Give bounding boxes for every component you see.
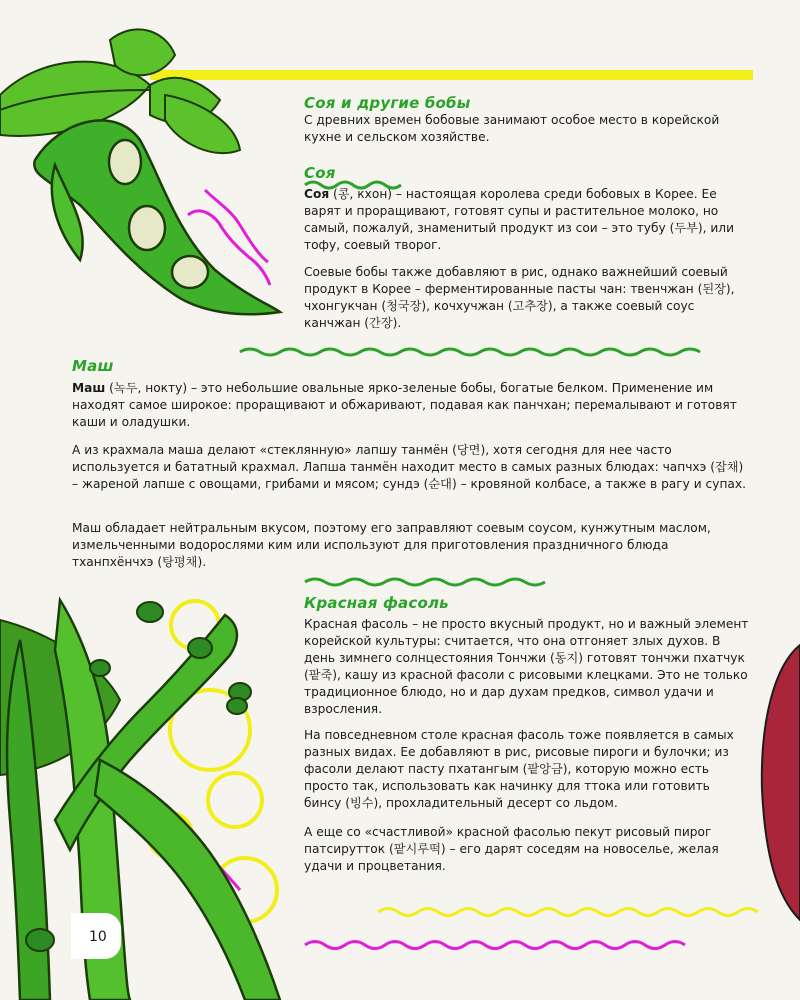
page-number: 10 [89, 929, 107, 945]
magenta-wavy-line [305, 942, 685, 949]
mung-paragraph-1 [72, 380, 752, 431]
top-yellow-bar [150, 70, 753, 80]
section-title-red-bean: Красная фасоль [304, 594, 449, 612]
mung-paragraph-2: А из крахмала маша делают «стеклянную» лапшу танмён (당면), хотя сегодня для нее часто используется и батaтный крахмал. Лапша танмён находит место в самых разных блюдах: чапчхэ (잡채) – жареной лапше с овощами, грибами и мясом; сундэ (순대) – кровяной колбасе, а также в рагу и супах. [72, 443, 746, 491]
soybean [172, 256, 208, 288]
page-number-tab [71, 913, 121, 959]
soybean [129, 206, 165, 250]
green-wavy-line [240, 349, 700, 355]
red-bean-paragraph-2: На повседневном столе красная фасоль тоже появляется в самых разных видах. Ее добавляют в рис, рисовые пироги и булочки; из фасоли делают пасту пхатангым (팥앙금), которую можно есть просто так, использовать как начинку для ттока или готовить бинсу (빙수), прохладительный десерт со льдом. [304, 728, 734, 810]
soybean [109, 140, 141, 184]
section-title-mung: Маш [72, 357, 114, 375]
mung-paragraph-3: Маш обладает нейтральным вкусом, поэтому его заправляют соевым соусом, кунжутным маслом, измельченными водорослями ким или используют для приготовления праздничного блюда тханпхёнчхэ (탕평채). [72, 521, 711, 569]
red-bean-edge [762, 645, 800, 920]
mung-term: Маш [72, 381, 106, 395]
red-bean-paragraph-3: А еще со «счастливой» красной фасолью пекут рисовый пирог патсирутток (팥시루떡) – его дарят соседям на новоселье, желая удачи и процветания. [304, 825, 719, 873]
section-title-soy: Соя [304, 164, 336, 182]
magenta-squiggle [205, 190, 268, 262]
soy-paragraph-2: Соевые бобы также добавляют в рис, однако важнейший соевый продукт в Корее – ферментированные пасты чан: твенчжан (된장), чхонгукчан (청국장), кочхучжан (고추장), а также соевый соус канчжан (간장). [304, 265, 735, 330]
soy-paragraph-1 [304, 186, 749, 254]
red-bean-paragraph-1: Красная фасоль – не просто вкусный продукт, но и важный элемент корейской культуры: считается, что она отгоняет злых духов. В день зимнего солнцестояния Тончжи (동지) готовят тончжи пхатчук (팥죽), кашу из красной фасоли с рисовыми клецками. Это не только традиционное блюдо, но и дар духам предков, символ удачи и взросления. [304, 617, 749, 716]
yellow-wavy-line [378, 909, 758, 916]
intro-text: С древних времен бобовые занимают особое место в корейской кухне и сельском хозяйстве. [304, 113, 720, 144]
mung-paragraph-1-text: (녹두, нокту) – это небольшие овальные ярко-зеленые бобы, богатые белком. Применение им находят самое широкое: проращивают и обжаривают, подавая как панчхан; перемалывают и готовят каши и оладушки. [72, 381, 737, 429]
soy-paragraph-1-text: (콩, кхон) – настоящая королева среди бобовых в Корее. Ее варят и проращивают, готовят супы и растительное молоко, но самый, пожалуй, знаменитый продукт из сои – это тубу (두부), или тофу, соевый творог. [304, 187, 735, 252]
section-title-intro: Соя и другие бобы [304, 94, 471, 112]
soy-pod-illustration [34, 120, 280, 314]
green-wavy-line [305, 579, 545, 585]
soy-term: Соя [304, 187, 330, 201]
